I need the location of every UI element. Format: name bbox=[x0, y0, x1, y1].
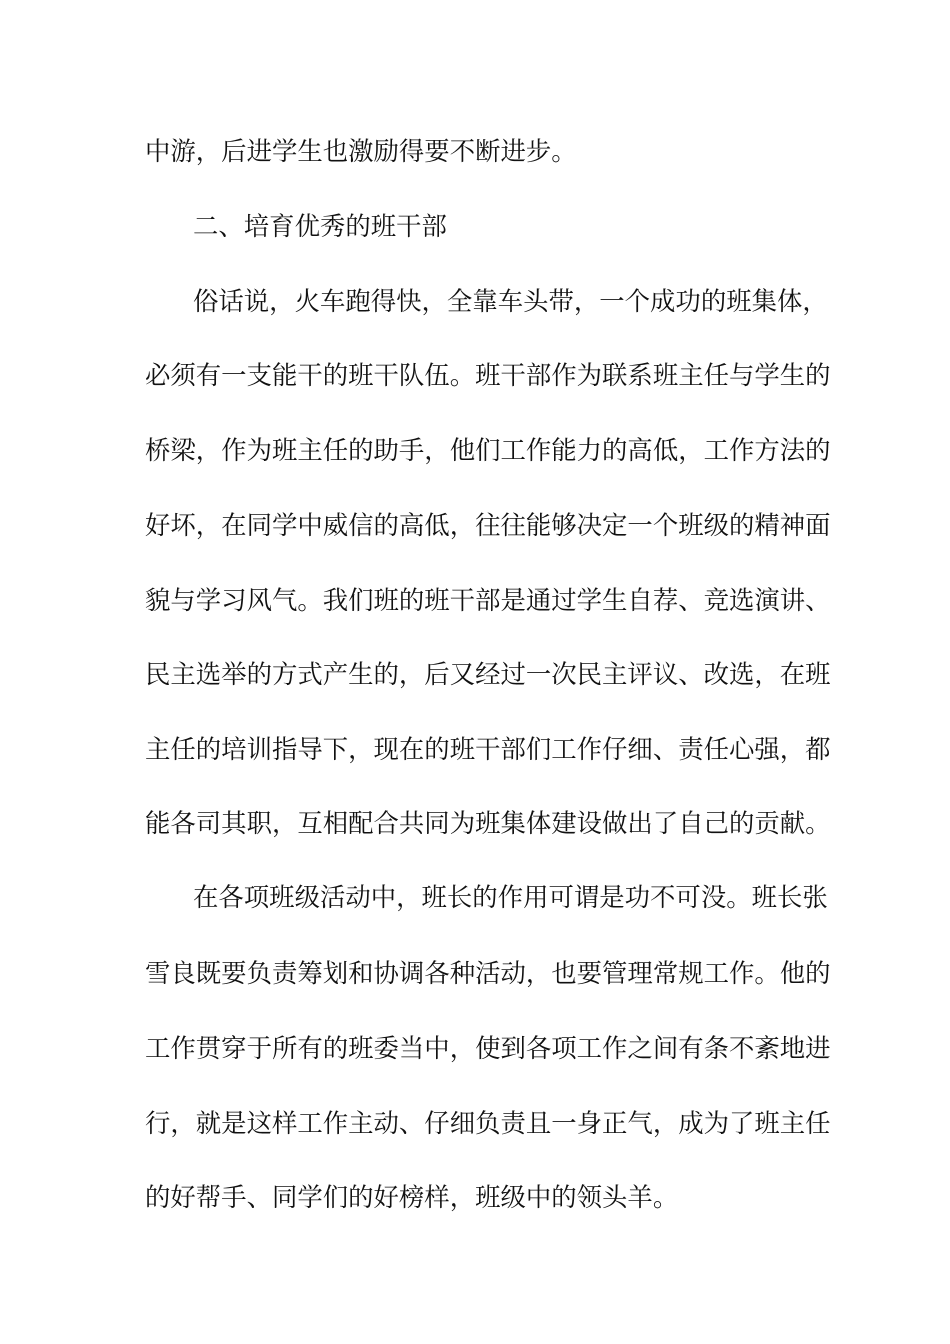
paragraph-line: 中游，后进学生也激励得要不断进步。 bbox=[145, 136, 577, 166]
paragraph-line: 行，就是这样工作主动、仔细负责且一身正气，成为了班主任 bbox=[145, 1108, 831, 1138]
paragraph-line: 在各项班级活动中，班长的作用可谓是功不可没。班长张 bbox=[193, 882, 828, 912]
section-heading: 二、培育优秀的班干部 bbox=[193, 211, 447, 241]
paragraph-line: 必须有一支能干的班干队伍。班干部作为联系班主任与学生的 bbox=[145, 360, 831, 390]
paragraph-line: 能各司其职，互相配合共同为班集体建设做出了自己的贡献。 bbox=[145, 808, 831, 838]
paragraph-line: 工作贯穿于所有的班委当中，使到各项工作之间有条不紊地进 bbox=[145, 1033, 831, 1063]
paragraph-line: 好坏，在同学中威信的高低，往往能够决定一个班级的精神面 bbox=[145, 510, 831, 540]
paragraph-line: 主任的培训指导下，现在的班干部们工作仔细、责任心强，都 bbox=[145, 734, 831, 764]
paragraph-line: 民主选举的方式产生的，后又经过一次民主评议、改选，在班 bbox=[145, 659, 831, 689]
paragraph-line: 貌与学习风气。我们班的班干部是通过学生自荐、竞选演讲、 bbox=[145, 585, 831, 615]
paragraph-line: 俗话说，火车跑得快，全靠车头带，一个成功的班集体， bbox=[193, 286, 828, 316]
paragraph-line: 桥梁，作为班主任的助手，他们工作能力的高低，工作方法的 bbox=[145, 435, 831, 465]
paragraph-line: 雪良既要负责筹划和协调各种活动，也要管理常规工作。他的 bbox=[145, 958, 831, 988]
paragraph-line: 的好帮手、同学们的好榜样，班级中的领头羊。 bbox=[145, 1182, 679, 1212]
